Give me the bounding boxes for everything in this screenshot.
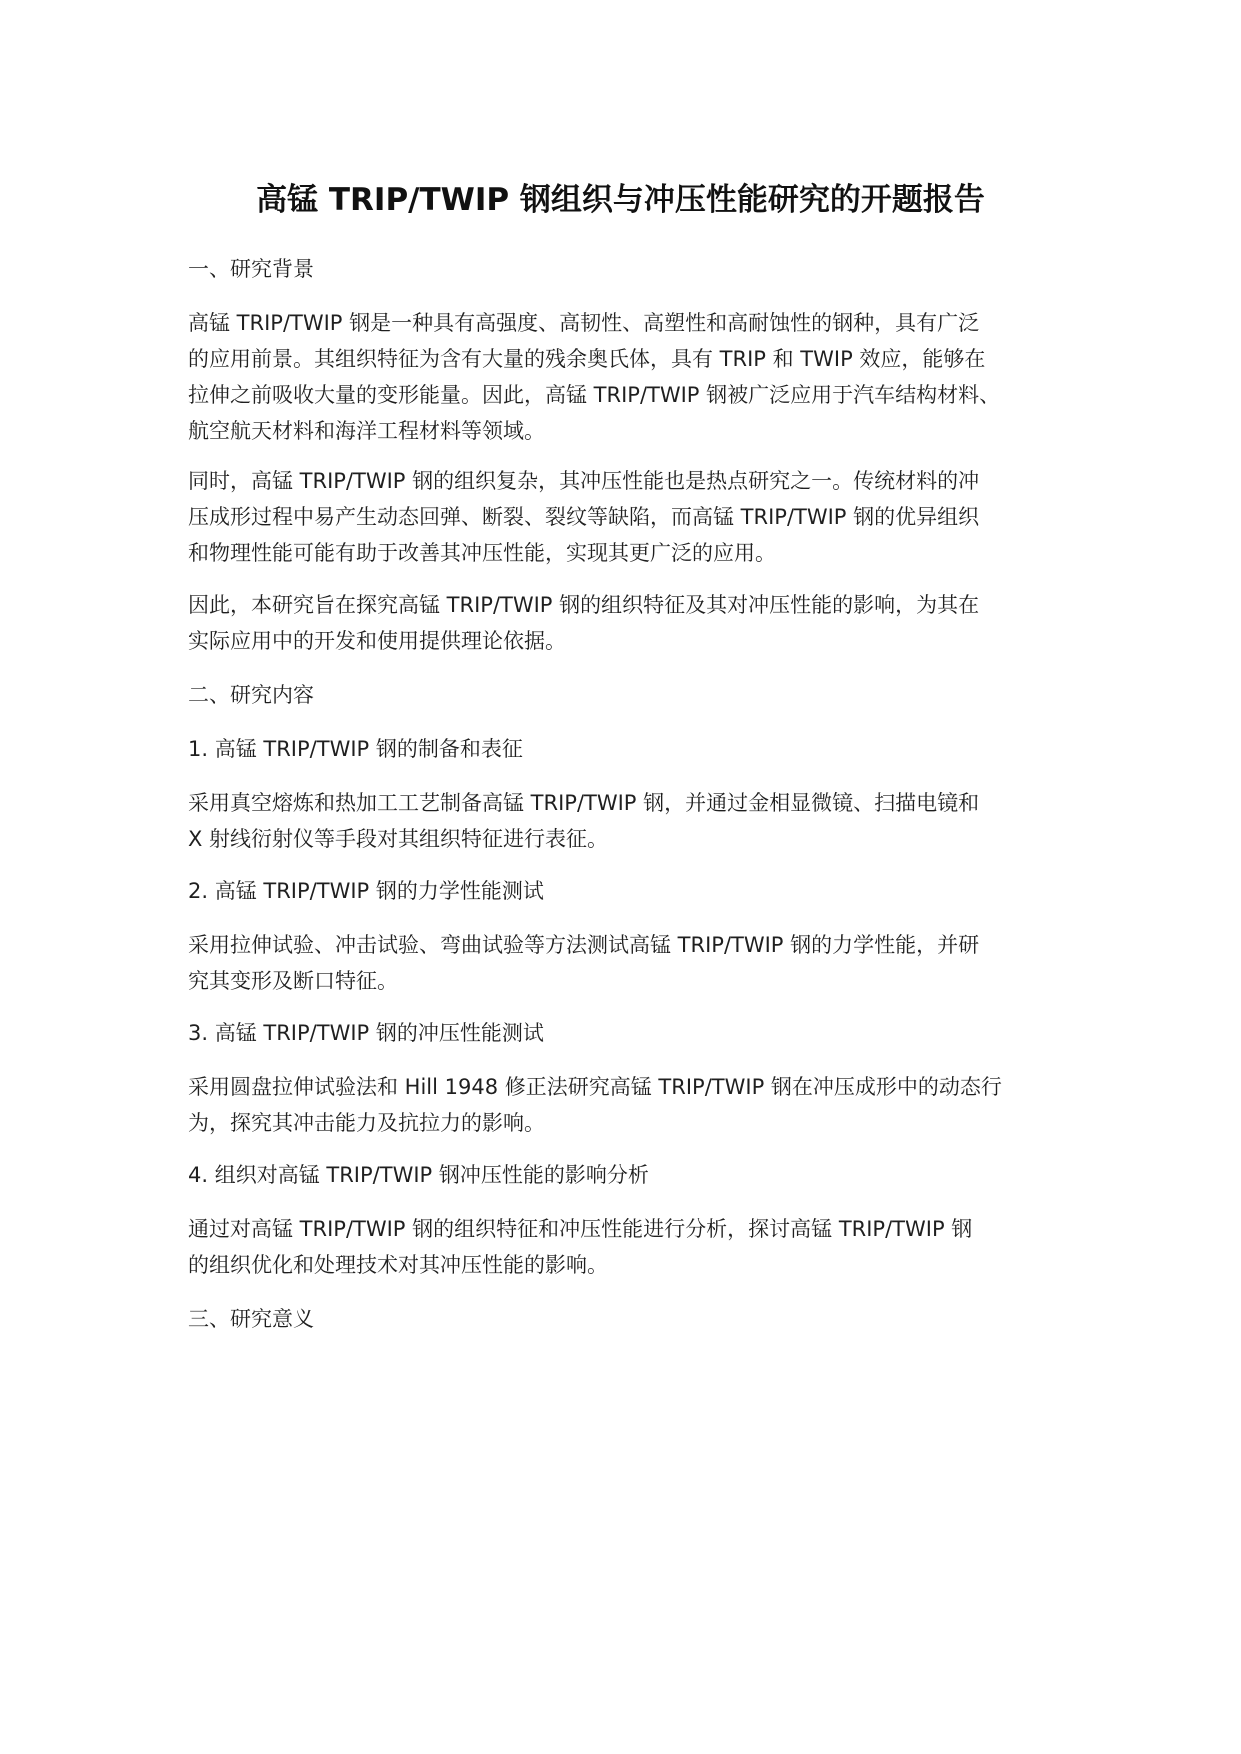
- paragraph-line: 和物理性能可能有助于改善其冲压性能，实现其更广泛的应用。: [188, 541, 776, 565]
- paragraph-line: 高锰 TRIP/TWIP 钢是一种具有高强度、高韧性、高塑性和高耐蚀性的钢种，具有广泛: [188, 311, 980, 335]
- paragraph-line: 采用圆盘拉伸试验法和 Hill 1948 修正法研究高锰 TRIP/TWIP 钢在冲压成形中的动态行: [188, 1075, 1002, 1099]
- paragraph-line: 实际应用中的开发和使用提供理论依据。: [188, 629, 566, 653]
- paragraph-line: 采用拉伸试验、冲击试验、弯曲试验等方法测试高锰 TRIP/TWIP 钢的力学性能，并研: [188, 933, 980, 957]
- item-heading-1: 1. 高锰 TRIP/TWIP 钢的制备和表征: [188, 737, 523, 761]
- section-heading-significance: 三、研究意义: [188, 1307, 314, 1331]
- paragraph-line: 航空航天材料和海洋工程材料等领域。: [188, 419, 545, 443]
- paragraph-line: 压成形过程中易产生动态回弹、断裂、裂纹等缺陷，而高锰 TRIP/TWIP 钢的优异组织: [188, 505, 980, 529]
- paragraph-line: 通过对高锰 TRIP/TWIP 钢的组织特征和冲压性能进行分析，探讨高锰 TRIP/TWIP 钢: [188, 1217, 973, 1241]
- document-title: 高锰 TRIP/TWIP 钢组织与冲压性能研究的开题报告: [256, 182, 985, 218]
- paragraph-line: 的组织优化和处理技术对其冲压性能的影响。: [188, 1253, 608, 1277]
- section-heading-content: 二、研究内容: [188, 683, 314, 707]
- paragraph-line: 的应用前景。其组织特征为含有大量的残余奥氏体，具有 TRIP 和 TWIP 效应，能够在: [188, 347, 986, 371]
- paragraph-line: X 射线衍射仪等手段对其组织特征进行表征。: [188, 827, 609, 851]
- section-heading-background: 一、研究背景: [188, 257, 314, 281]
- item-heading-4: 4. 组织对高锰 TRIP/TWIP 钢冲压性能的影响分析: [188, 1163, 649, 1187]
- paragraph-line: 拉伸之前吸收大量的变形能量。因此，高锰 TRIP/TWIP 钢被广泛应用于汽车结构材料、: [188, 383, 1001, 407]
- paragraph-line: 采用真空熔炼和热加工工艺制备高锰 TRIP/TWIP 钢，并通过金相显微镜、扫描电镜和: [188, 791, 980, 815]
- paragraph-line: 究其变形及断口特征。: [188, 969, 398, 993]
- paragraph-line: 为，探究其冲击能力及抗拉力的影响。: [188, 1111, 545, 1135]
- item-heading-3: 3. 高锰 TRIP/TWIP 钢的冲压性能测试: [188, 1021, 544, 1045]
- paragraph-line: 因此，本研究旨在探究高锰 TRIP/TWIP 钢的组织特征及其对冲压性能的影响，为其在: [188, 593, 980, 617]
- paragraph-line: 同时，高锰 TRIP/TWIP 钢的组织复杂，其冲压性能也是热点研究之一。传统材料的冲: [188, 469, 980, 493]
- item-heading-2: 2. 高锰 TRIP/TWIP 钢的力学性能测试: [188, 879, 544, 903]
